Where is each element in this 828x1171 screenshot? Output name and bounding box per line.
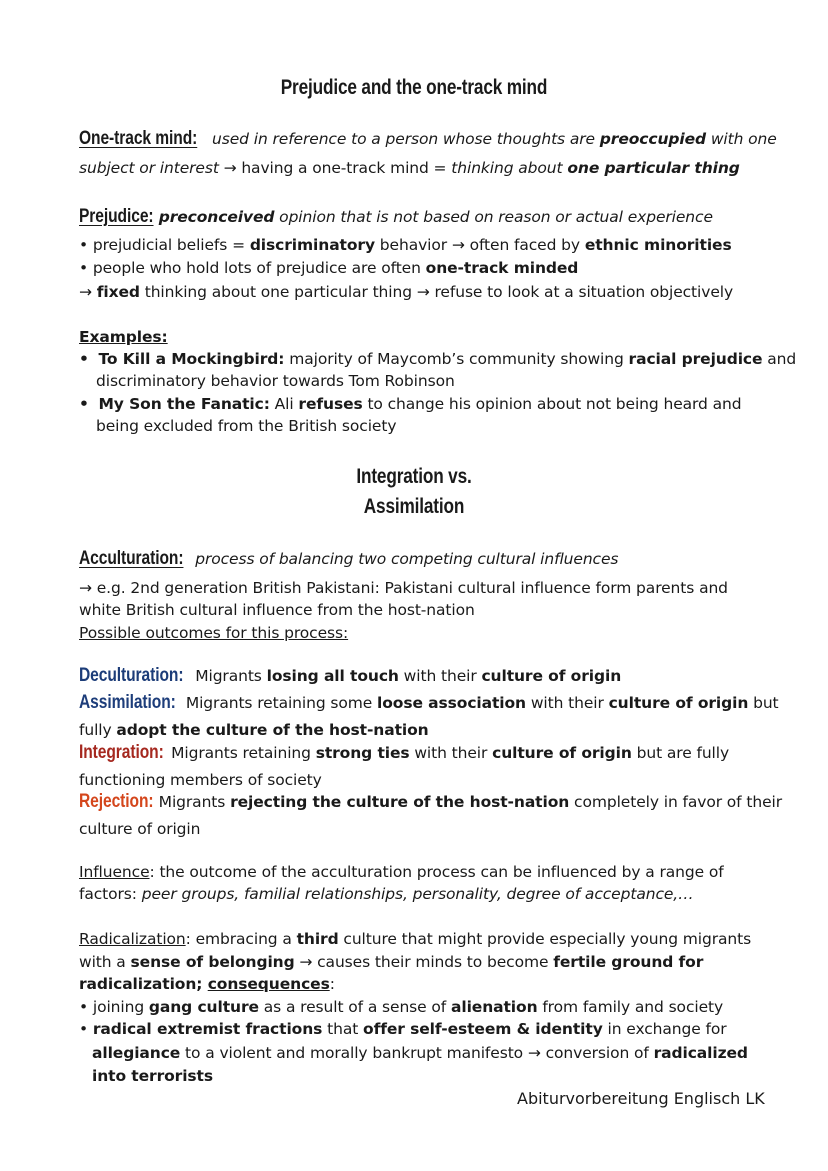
term-prejudice: Prejudice: (79, 206, 154, 227)
radicalization-bullet-2-line-3: into terrorists (92, 1067, 213, 1085)
term-deculturation: Deculturation: (79, 665, 184, 686)
rejection-line: Rejection: Migrants rejecting the culture of the host-nation completely in favor of their (79, 791, 782, 812)
prejudice-definition: Prejudice: preconceived opinion that is not based on reason or actual experience (79, 206, 713, 227)
section-title-integration-l2: Assimilation (363, 495, 465, 518)
radicalization-line-2: with a sense of belonging → causes their minds to become fertile ground for (79, 953, 704, 971)
section-title-integration-l1: Integration vs. (356, 465, 472, 488)
prejudice-bullet-1: • prejudicial beliefs = discriminatory behavior → often faced by ethnic minorities (79, 236, 732, 254)
assimilation-line-2: fully adopt the culture of the host-nation (79, 721, 429, 739)
integration-line: Integration: Migrants retaining strong ties with their culture of origin but are fully (79, 742, 730, 763)
term-acculturation: Acculturation: (79, 548, 184, 569)
acculturation-line-4: Possible outcomes for this process: (79, 624, 349, 642)
radicalization-line-3: radicalization; consequences: (79, 975, 335, 993)
example-2: • My Son the Fanatic: Ali refuses to change his opinion about not being heard and (79, 395, 742, 413)
example-1-line-2: discriminatory behavior towards Tom Robinson (96, 372, 455, 390)
radicalization-bullet-2: • radical extremist fractions that offer self-esteem & identity in exchange for (79, 1020, 727, 1038)
term-rejection: Rejection: (79, 791, 154, 812)
acculturation-line-3: white British cultural influence from the host-nation (79, 601, 475, 619)
integration-line-2: functioning members of society (79, 771, 322, 789)
footer-label: Abiturvorbereitung Englisch LK (517, 1089, 765, 1108)
term-radicalization: Radicalization (79, 930, 186, 948)
examples-heading: Examples: (79, 328, 168, 346)
rejection-line-2: culture of origin (79, 820, 201, 838)
term-assimilation: Assimilation: (79, 692, 176, 713)
deculturation-line: Deculturation: Migrants losing all touch with their culture of origin (79, 665, 622, 686)
assimilation-line: Assimilation: Migrants retaining some loose association with their culture of origin but (79, 692, 779, 713)
prejudice-line-3: → fixed thinking about one particular thing → refuse to look at a situation objectively (79, 283, 734, 301)
onetrack-line-2: subject or interest → having a one-track mind = thinking about one particular thing (79, 159, 740, 177)
acculturation-line-2: → e.g. 2nd generation British Pakistani: Pakistani cultural influence form parents and (79, 579, 728, 597)
influence-line: Influence: the outcome of the acculturation process can be influenced by a range of (79, 863, 724, 881)
radicalization-line: Radicalization: embracing a third culture that might provide especially young migrants (79, 930, 752, 948)
influence-line-2: factors: peer groups, familial relationships, personality, degree of acceptance,… (79, 885, 694, 903)
acculturation-definition: Acculturation: process of balancing two competing cultural influences (79, 548, 619, 569)
term-one-track-mind: One-track mind: (79, 128, 198, 149)
prejudice-bullet-2: • people who hold lots of prejudice are often one-track minded (79, 259, 579, 277)
radicalization-bullet-1: • joining gang culture as a result of a sense of alienation from family and society (79, 998, 724, 1016)
onetrack-line-1: One-track mind: used in reference to a person whose thoughts are preoccupied with one (79, 128, 777, 149)
term-integration: Integration: (79, 742, 164, 763)
radicalization-bullet-2-line-2: allegiance to a violent and morally bankrupt manifesto → conversion of radicalized (92, 1044, 748, 1062)
term-influence: Influence (79, 863, 150, 881)
example-1: • To Kill a Mockingbird: majority of Maycomb’s community showing racial prejudice and (79, 350, 797, 368)
section-title-prejudice: Prejudice and the one-track mind (280, 76, 548, 99)
example-2-line-2: being excluded from the British society (96, 417, 397, 435)
